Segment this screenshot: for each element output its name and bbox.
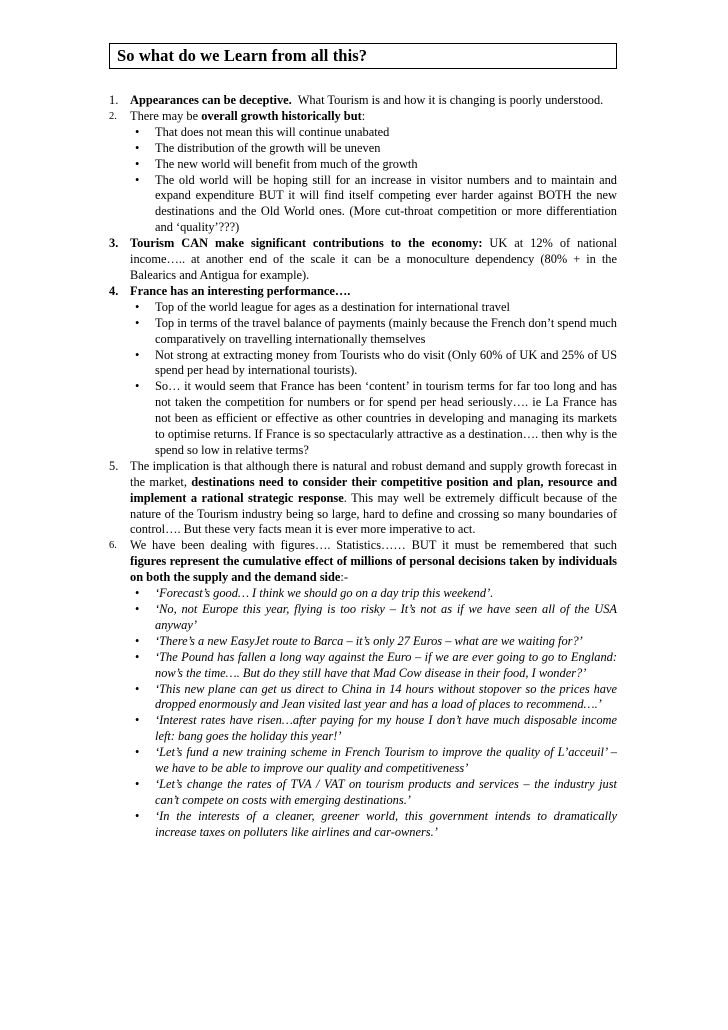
item-text-bold: figures represent the cumulative effect of millions of personal decisions taken by individuals on both the supply and the demand side (130, 554, 617, 585)
bullet-icon: • (135, 808, 140, 823)
bullet-text: Top in terms of the travel balance of payments (mainly because the French don’t spend much comparatively on travelling internationally themselves (155, 315, 617, 346)
bullet-icon: • (135, 140, 140, 155)
item-text: :- (340, 570, 348, 585)
bullet-icon: • (135, 776, 140, 791)
title-box (109, 43, 617, 69)
bullet-text: The old world will be hoping still for an increase in visitor numbers and to maintain and expand expenditure BUT it will find itself competing ever harder against BOTH the new destinations and the Old World ones. (More cut-throat competition or more differentiation and ‘quality’???) (155, 172, 617, 235)
bullet-item (109, 157, 617, 173)
quote-item (109, 586, 617, 602)
list-number: 5. (109, 458, 119, 473)
quote-text: ‘The Pound has fallen a long way against the Euro – if we are ever going to go to England: now’s the time…. But do they still have that Mad Cow disease in their food, I wonder?’ (155, 649, 617, 680)
item-text: We have been dealing with figures…. Statistics…… BUT it must be remembered that such (130, 538, 621, 553)
item-text-bold: Tourism CAN make significant contributions to the economy: (130, 236, 483, 251)
bullet-icon: • (135, 602, 140, 616)
quote-item (109, 745, 617, 777)
quote-text: ‘This new plane can get us direct to China in 14 hours without stopover so the prices have dropped enormously and Jean visited last year and has a load of places to recommend….’ (155, 681, 617, 712)
page-title: So what do we Learn from all this? (117, 46, 368, 65)
list-item-6 (109, 538, 621, 586)
item-text-bold: France has an interesting performance…. (130, 283, 351, 298)
bullet-icon: • (135, 713, 140, 728)
bullet-item (109, 300, 617, 316)
bullet-icon: • (135, 124, 140, 139)
quote-item (109, 713, 617, 745)
list-item-4 (109, 284, 617, 300)
item-text-bold: overall growth historically but (201, 108, 362, 123)
list-number: 2. (109, 110, 117, 122)
list-number: 6. (109, 540, 117, 552)
quote-text: ‘Let’s change the rates of TVA / VAT on tourism products and services – the industry just can’t compete on costs with emerging destinations.’ (155, 776, 617, 807)
bullet-item (109, 347, 624, 380)
bullet-icon: • (135, 649, 140, 664)
item-text: There may be (130, 108, 202, 123)
list-item-1 (109, 93, 617, 109)
quote-text: ‘Interest rates have risen…after paying for my house I don’t have much disposable income left: bang goes the holiday this year!’ (155, 713, 617, 744)
item-text-bold: Appearances can be deceptive. (130, 93, 292, 107)
bullet-text: Top of the world league for ages as a destination for international travel (155, 299, 510, 314)
bullet-icon: • (135, 745, 140, 760)
bullet-item (109, 173, 617, 237)
quote-item (109, 634, 617, 650)
bullet-icon: • (135, 586, 140, 601)
item-text: UK at 12% of national income….. at another end of the scale it can be a monoculture dependency (80% + in the Balearics and Antigua for example). (130, 236, 621, 282)
bullet-item (109, 316, 617, 348)
item-text: What Tourism is and how it is changing is poorly understood. (291, 93, 604, 107)
bullet-text: Not strong at extracting money from Tourists who do visit (Only 60% of UK and 25% of US spend per head by international tourists). (155, 347, 624, 378)
list-number: 4. (109, 283, 119, 298)
bullet-icon: • (135, 347, 140, 362)
quote-item (109, 777, 617, 809)
bullet-icon: • (135, 315, 140, 330)
bullet-text: That does not mean this will continue unabated (155, 124, 390, 139)
quote-text: ‘No, not Europe this year, flying is too risky – It’s not as if we have seen all of the USA anyway’ (155, 602, 617, 632)
list-item-2 (109, 109, 617, 125)
item-text-bold: destinations need to consider their competitive position and plan, resource and implement a rational strategic response (130, 474, 617, 505)
quote-item (109, 650, 617, 682)
bullet-item (109, 379, 617, 459)
quote-text: ‘There’s a new EasyJet route to Barca – it’s only 27 Euros – what are we waiting for?’ (155, 633, 583, 648)
bullet-icon: • (135, 681, 140, 696)
list-item-3 (109, 236, 621, 284)
bullet-item (109, 125, 617, 141)
bullet-text: So… it would seem that France has been ‘content’ in tourism terms for far too long and has not taken the competition for numbers or for spend per head seriously…. ie La France has not been as efficient or effective as other countries in developing and managing its markets to optimise returns. If France is so spectacularly attractive as a destination…. then why is the spend so low in relative terms? (155, 379, 617, 457)
item-text: The implication is that although there is natural and robust demand and supply growth forecast in the market, (130, 458, 621, 489)
bullet-icon: • (135, 156, 140, 171)
bullet-item (109, 141, 617, 157)
bullet-icon: • (135, 379, 140, 394)
item-text: : (361, 108, 366, 123)
quote-item (109, 809, 617, 841)
list-number: 3. (109, 236, 119, 251)
bullet-icon: • (135, 633, 140, 648)
list-number: 1. (109, 93, 119, 107)
list-item-5 (109, 458, 621, 539)
quote-item (109, 682, 617, 714)
quote-text: ‘Let’s fund a new training scheme in French Tourism to improve the quality of L’acceuil’ – we have to be able to improve our quality and competitiveness’ (155, 745, 617, 776)
bullet-icon: • (135, 172, 140, 187)
bullet-icon: • (135, 299, 140, 314)
document-body (109, 93, 624, 841)
quote-text: ‘In the interests of a cleaner, greener world, this government intends to dramatically increase taxes on polluters like airlines and car-owners.’ (155, 808, 617, 839)
item-text: . This may well be extremely difficult because of the nature of the Tourism industry being so large, hard to define and crossing so many boundaries of control…. But these very facts mean it is ever more imperative to act. (130, 490, 618, 537)
bullet-text: The distribution of the growth will be uneven (155, 140, 381, 155)
quote-item (109, 602, 617, 634)
bullet-text: The new world will benefit from much of the growth (155, 156, 418, 171)
quote-text: ‘Forecast’s good… I think we should go on a day trip this weekend’. (155, 586, 494, 601)
